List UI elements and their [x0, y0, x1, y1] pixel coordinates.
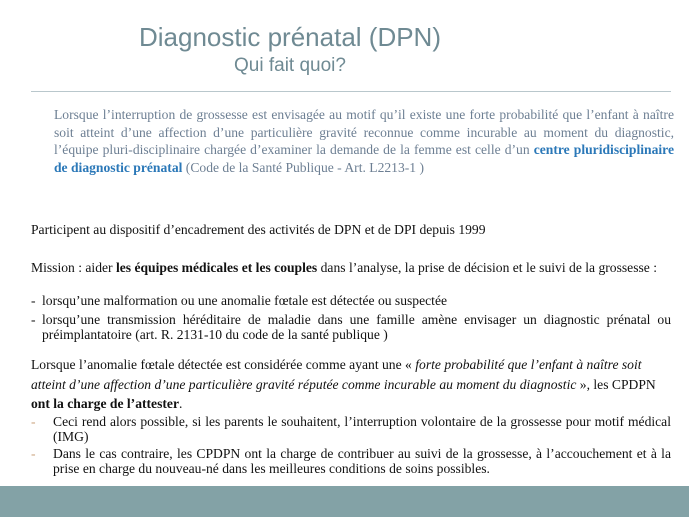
mission-bold: les équipes médicales et les couples [115, 260, 318, 275]
list-item [31, 447, 671, 476]
slide-subtitle: Qui fait quoi? [234, 55, 346, 76]
intro-paragraph [54, 106, 674, 176]
bullet-dash: - [31, 446, 36, 461]
participation-paragraph: Participent au dispositif d’encadrement des activités de DPN et de DPI depuis 1999 [31, 222, 486, 237]
footer-bar [0, 486, 689, 517]
title-divider [31, 91, 671, 92]
list-item [31, 293, 671, 309]
mission-suffix: dans l’analyse, la prise de décision et le suivi de la grossesse : [320, 260, 657, 275]
final-bullet-list [31, 415, 671, 479]
fetal-quote: forte probabilité que l’enfant à naître soit atteint d’une affection d’une particulière gravité réputée comme incurable au moment du diagnostic [31, 357, 642, 392]
bullet-dash: - [31, 293, 36, 308]
bullet-text: Dans le cas contraire, les CPDPN ont la charge de contribuer au suivi de la grossesse, à l’accouchement et à la prise en charge du nouveau-né dans les meilleures conditions de soins possibles. [53, 446, 671, 476]
list-item [31, 312, 671, 343]
fetal-end: . [178, 396, 183, 411]
bullet-dash: - [31, 311, 36, 327]
bullet-text: lorsqu’une malformation ou une anomalie fœtale est détectée ou suspectée [42, 293, 448, 308]
bullet-text: Ceci rend alors possible, si les parents le souhaitent, l’interruption volontaire de la grossesse pour motif médical (IMG) [53, 414, 671, 444]
fetal-prefix: Lorsque l’anomalie fœtale détectée est considérée comme ayant une « [31, 357, 412, 372]
fetal-bold: ont la charge de l’attester [31, 396, 179, 411]
fetal-anomaly-paragraph [31, 355, 671, 414]
bullet-dash: - [31, 414, 36, 429]
list-item [31, 415, 671, 444]
slide-title: Diagnostic prénatal (DPN) [138, 22, 441, 52]
fetal-middle: », les CPDPN [579, 376, 656, 392]
intro-text: Lorsque l’interruption de grossesse est envisagée au motif qu’il existe une forte probabilité que l’enfant à naître soit atteint d’une affection d’une particulière gravité reconnue comme incurable au moment du diagnostic, l’équipe pluri-disciplinaire chargée d’examiner la demande de la femme est celle d’un [54, 107, 674, 157]
mission-bullet-list [31, 293, 671, 346]
mission-paragraph [31, 260, 671, 276]
intro-citation: (Code de la Santé Publique - Art. L2213-1 ) [185, 159, 425, 175]
intro-emphasis: centre pluridisciplinaire de diagnostic prénatal [54, 142, 675, 175]
bullet-text: lorsqu’une transmission héréditaire de maladie dans une famille amène envisager un diagnostic prénatal ou préimplantatoire (art. R. 2131-10 du code de la santé publique ) [42, 311, 671, 342]
mission-prefix: Mission : aider [31, 260, 113, 275]
